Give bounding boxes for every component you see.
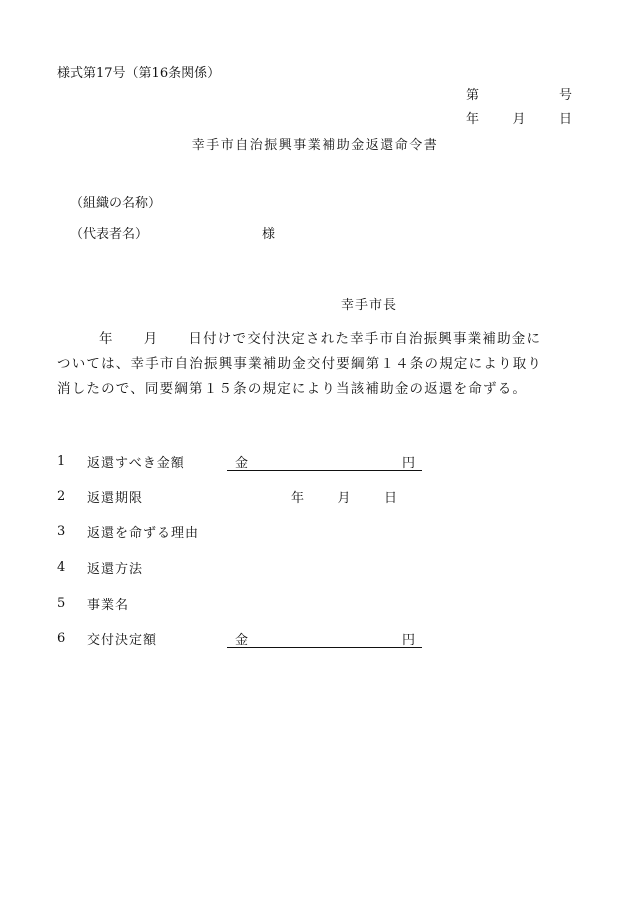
recipient-org-label: （組織の名称） xyxy=(70,196,162,211)
document-title: 幸手市自治振興事業補助金返還命令書 xyxy=(191,138,439,153)
body-line-2: ついては、幸手市自治振興事業補助金交付要綱第１４条の規定により取り xyxy=(57,356,543,372)
amount-suffix: 円 xyxy=(401,632,415,648)
body-paragraph xyxy=(57,327,579,402)
item-label: 交付決定額 xyxy=(87,632,158,648)
doc-number-prefix: 第 xyxy=(466,88,480,103)
amount-suffix: 円 xyxy=(401,455,415,471)
list-item xyxy=(57,593,227,613)
item-label: 返還を命ずる理由 xyxy=(87,525,200,541)
item-number: 2 xyxy=(57,488,66,504)
item-number: 3 xyxy=(57,523,66,539)
deadline-date xyxy=(291,487,397,506)
body-line-1 xyxy=(57,327,579,352)
issuer-name: 幸手市長 xyxy=(341,298,398,313)
date-year: 年 xyxy=(466,112,480,127)
date-day: 日 xyxy=(558,112,572,127)
deadline-month: 月 xyxy=(337,490,351,506)
item-number: 5 xyxy=(57,595,66,611)
item-label: 事業名 xyxy=(87,597,130,613)
list-item xyxy=(57,521,227,541)
list-item xyxy=(57,486,397,506)
list-item xyxy=(57,451,415,471)
doc-number-suffix: 号 xyxy=(558,88,572,103)
item-label: 返還期限 xyxy=(87,490,144,506)
document-number xyxy=(466,84,572,103)
deadline-year: 年 xyxy=(291,490,305,506)
item-number: 1 xyxy=(57,453,66,469)
amount-field xyxy=(227,452,422,471)
form-number: 様式第17号（第16条関係） xyxy=(57,66,221,81)
date-month: 月 xyxy=(512,112,526,127)
deadline-day: 日 xyxy=(383,490,397,506)
body-line-1-text: 日付けで交付決定された幸手市自治振興事業補助金に xyxy=(188,331,542,347)
amount-prefix: 金 xyxy=(235,632,249,648)
recipient-rep-label: （代表者名） xyxy=(70,227,149,242)
body-line-3: 消したので、同要綱第１５条の規定により当該補助金の返還を命ずる。 xyxy=(57,381,528,397)
body-month: 月 xyxy=(143,331,159,347)
amount-prefix: 金 xyxy=(235,455,249,471)
amount-field xyxy=(227,629,422,648)
item-number: 4 xyxy=(57,559,66,575)
item-number: 6 xyxy=(57,630,66,646)
item-label: 返還すべき金額 xyxy=(87,455,185,471)
recipient-honorific: 様 xyxy=(262,227,276,242)
item-label: 返還方法 xyxy=(87,561,144,577)
document-date xyxy=(466,108,572,127)
list-item xyxy=(57,628,415,648)
list-item xyxy=(57,557,227,577)
body-year: 年 xyxy=(99,331,114,347)
